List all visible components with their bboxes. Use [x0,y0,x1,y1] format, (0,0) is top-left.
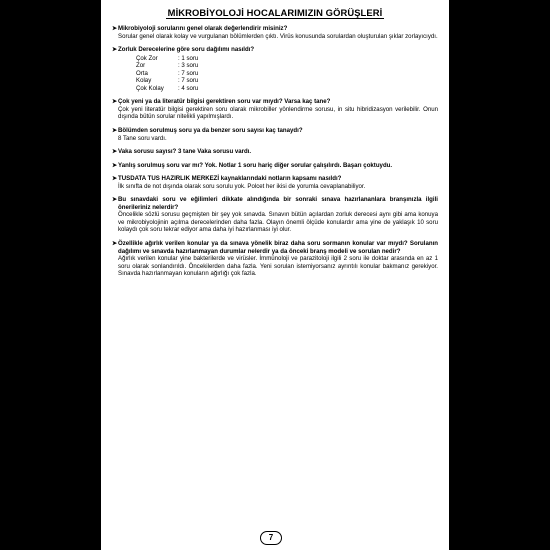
answer: Çok yeni literatür bilgisi gerektiren soru olarak mikrobiller yönlendirme sorusu, in situ hibridizasyon verilebilir. Onun dışında bütün sorular nitelikli yapılmışlardı. [118,105,438,121]
question: ➤Zorluk Derecelerine göre soru dağılımı nasıldı? [112,46,255,54]
difficulty-level: Çok Zor [136,54,158,62]
arrow-bullet-icon: ➤ [112,196,118,204]
table-row [136,55,198,63]
difficulty-level: Kolay [136,77,152,85]
question: ➤Bu sınavdaki soru ve eğilimleri dikkate alındığında bir sonraki sınava hazırlananlara branşınızla ilgili önerileriniz nelerdir? [112,196,438,211]
question: ➤TUSDATA TUS HAZIRLIK MERKEZİ kaynaklarındaki notların kapsamı nasıldı? [112,175,342,183]
difficulty-level: Zor [136,62,146,70]
difficulty-level: Çok Kolay [136,84,164,92]
answer: Ağırlık verilen konular yine bakterilerde ve virüsler. İmmünoloji ve parazitoloji ilgili 2 soru ile doktar arasında en az 1 soru olarak sonlandırıldı. Öncekilerden daha fazla. Yeni sorulan istemiyorsanız ayrıntılı konular bakmanız gerekiyor. Sınavda hazırlanmayan konuların ağırlığı çok fazla. [118,255,438,278]
arrow-bullet-icon: ➤ [112,25,118,32]
table-row [136,62,198,70]
question: ➤Yanlış sorulmuş soru var mı? Yok. Notlar 1 soru hariç diğer sorular çalışılırdı. Başarı çoktuydu. [112,161,393,169]
question: ➤Bölümden sorulmuş soru ya da benzer soru sayısı kaç tanaydı? [112,127,303,135]
document-page [101,0,449,550]
question-count: : 3 soru [178,62,199,70]
page-title: MİKROBİYOLOJİ HOCALARIMIZIN GÖRÜŞLERİ [167,7,383,18]
difficulty-table [136,55,198,93]
arrow-bullet-icon: ➤ [112,175,118,183]
arrow-bullet-icon: ➤ [112,240,118,248]
arrow-bullet-icon: ➤ [112,46,118,54]
question-count: : 4 soru [178,84,199,92]
answer: Öncelikle sözlü sorusu geçmişten bir şey yok sınavda. Sınavın bütün açılardan zorluk derecesi aynı gibi ama konuya ve mikrobiyolojinin açılma derecelerinden daha fazla. Olayın önemli ölçüde konulardır ama yine de yaklaşık 10 soru kolaydı çok soru tekrar ediyor ama daha iyi hazırlanması iyi olur. [118,211,438,234]
table-row [136,70,198,78]
question: ➤Mikrobiyoloji sorularını genel olarak değerlendirir misiniz? [112,25,288,32]
table-row [136,77,198,85]
arrow-bullet-icon: ➤ [112,127,118,135]
question-count: : 1 soru [178,54,199,62]
arrow-bullet-icon: ➤ [112,148,118,156]
question: ➤Çok yeni ya da literatür bilgisi gerektiren soru var mıydı? Varsa kaç tane? [112,98,331,106]
answer: 8 Tane soru vardı. [118,134,167,142]
answer: İlk sınıfta de not dışında olarak soru sorulu yok. Polcet her ikisi de yorumla cevaplanabiliyor. [118,182,366,190]
answer: Sorular genel olarak kolay ve vurgulanan bölümlerden çıktı. Virüs konusunda sorulardan oluşturulan şıklar zorlayıcıydı. [118,32,438,40]
arrow-bullet-icon: ➤ [112,98,118,106]
question: ➤Özellikle ağırlık verilen konular ya da sınava yönelik biraz daha soru sormanın konular var mıydı? Sorulanın dağılımı ve sınavda hazırlanmayan durumlar nelerdir ya da önceki branş modeli ve sorulan nedir? [112,240,438,255]
difficulty-level: Orta [136,69,148,77]
arrow-bullet-icon: ➤ [112,161,118,169]
question-count: : 7 soru [178,69,199,77]
page-number: 7 [260,531,282,545]
question-count: : 7 soru [178,77,199,85]
table-row [136,85,198,93]
question: ➤Vaka sorusu sayısı? 3 tane Vaka sorusu vardı. [112,148,252,156]
